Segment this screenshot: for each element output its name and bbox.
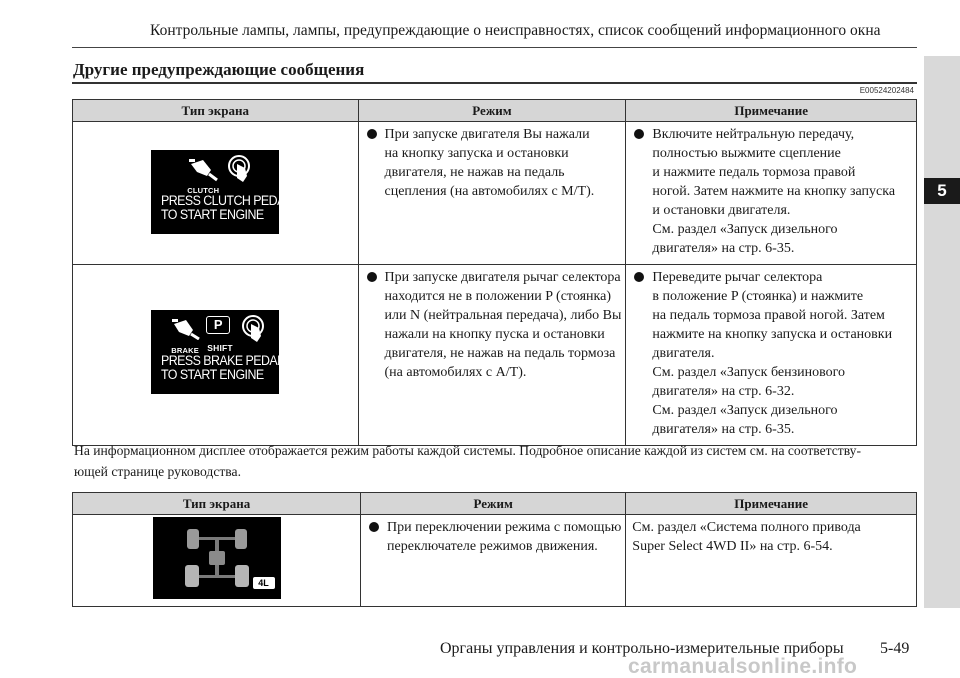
4l-badge: 4L [253, 577, 275, 589]
text-line: См. раздел «Запуск бензинового [652, 365, 846, 380]
text-line: См. раздел «Запуск дизельного [652, 222, 838, 237]
note-cell [626, 122, 917, 265]
text-line: См. раздел «Система полного привода [632, 520, 861, 535]
shift-label: SHIFT [207, 343, 233, 353]
text-line: на кнопку запуска и остановки [384, 146, 569, 161]
screen-cell [73, 515, 361, 607]
table-row [73, 515, 917, 607]
display-screen-brake [151, 310, 284, 394]
brake-label: BRAKE [171, 346, 199, 355]
column-header-note: Примечание [626, 100, 917, 122]
push-button-icon [239, 314, 267, 344]
column-header-screen: Тип экрана [73, 493, 361, 515]
text-line: полностью выжмите сцепление [652, 146, 841, 161]
mode-cell [358, 122, 626, 265]
text-line: и нажмите педаль тормоза правой [652, 165, 856, 180]
text-line: сцепления (на автомобилях с M/T). [384, 184, 595, 199]
text-line: двигателя, не нажав на педаль [384, 165, 565, 180]
screen-cell [73, 265, 359, 446]
section-divider [72, 82, 917, 84]
text-line: или N (нейтральная передача), либо Вы [384, 308, 622, 323]
mode-cell [358, 265, 626, 446]
clutch-label: CLUTCH [187, 185, 220, 195]
screen-message-line-1: PRESS CLUTCH PEDAL [161, 192, 292, 208]
column-header-screen: Тип экрана [73, 100, 359, 122]
text-line: находится не в положении P (стоянка) [384, 289, 611, 304]
page-number: 5-49 [880, 640, 910, 657]
note-text [632, 518, 912, 556]
text-line: переключателе режимов движения. [387, 539, 598, 554]
foot-pedal-icon [187, 156, 219, 182]
text-line: (на автомобилях с A/T). [384, 365, 527, 380]
text-line: в положение P (стоянка) и нажмите [652, 289, 864, 304]
page-header-title: Контрольные лампы, лампы, предупреждающие о неисправностях, список сообщений информационного окна [150, 22, 881, 39]
screen-message-line-2: TO START ENGINE [161, 367, 264, 382]
text-line: и остановки двигателя. [652, 203, 791, 218]
footer-chapter-title: Органы управления и контрольно-измерительные приборы [440, 640, 844, 657]
drive-mode-table [72, 492, 917, 607]
text-line: нажмите на кнопку запуска и остановки [652, 327, 893, 342]
text-line: Переведите рычаг селектора [652, 270, 823, 285]
text-line: При запуске двигателя Вы нажали [384, 127, 590, 142]
note-text [632, 268, 912, 439]
push-button-icon [225, 154, 253, 184]
watermark: carmanualsonline.info [628, 655, 858, 678]
warning-messages-table [72, 99, 917, 446]
display-screen-4wd [153, 517, 281, 599]
info-paragraph [74, 440, 918, 482]
table-header-row [73, 493, 917, 515]
text-line: ногой. Затем нажмите на кнопку запуска [652, 184, 896, 199]
table-header-row [73, 100, 917, 122]
chapter-number: 5 [924, 178, 960, 204]
note-cell [626, 515, 917, 607]
text-line: Super Select 4WD II» на стр. 6-54. [632, 539, 833, 554]
screen-message-line-2: TO START ENGINE [161, 206, 264, 222]
section-title: Другие предупреждающие сообщения [73, 60, 365, 79]
text-line: двигателя. [652, 346, 715, 361]
table-row [73, 265, 917, 446]
display-screen-clutch [151, 150, 292, 234]
chapter-side-tab [924, 56, 960, 608]
note-text [632, 125, 912, 258]
text-line: двигателя» на стр. 6-35. [652, 241, 795, 256]
table-row [73, 122, 917, 265]
foot-pedal-icon [171, 318, 201, 340]
document-code: E00524202484 [859, 86, 914, 95]
text-line: на педаль тормоза правой ногой. Затем [652, 308, 885, 323]
text-line: При переключении режима с помощью [387, 520, 622, 535]
gear-p-icon: P [206, 316, 230, 334]
text-line: См. раздел «Запуск дизельного [652, 403, 838, 418]
text-line: двигателя» на стр. 6-32. [652, 384, 795, 399]
column-header-mode: Режим [358, 100, 626, 122]
column-header-mode: Режим [361, 493, 626, 515]
header-divider [72, 47, 917, 48]
screen-cell [73, 122, 359, 265]
column-header-note: Примечание [626, 493, 917, 515]
text-line: двигателя» на стр. 6-35. [652, 422, 795, 437]
text-line: нажали на кнопку пуска и остановки [384, 327, 605, 342]
text-line: При запуске двигателя рычаг селектора [384, 270, 621, 285]
mode-text [367, 518, 621, 556]
paragraph-line: На информационном дисплее отображается режим работы каждой системы. Подробное описание каждой из систем см. на соответству- [74, 443, 861, 458]
mode-cell [361, 515, 626, 607]
mode-text [365, 268, 622, 382]
text-line: Включите нейтральную передачу, [652, 127, 855, 142]
4wd-drivetrain-icon [179, 525, 255, 591]
mode-text [365, 125, 622, 201]
text-line: двигателя, не нажав на педаль тормоза [384, 346, 616, 361]
paragraph-line: ющей странице руководства. [74, 464, 241, 479]
note-cell [626, 265, 917, 446]
screen-message-line-1: PRESS BRAKE PEDAL [161, 353, 284, 368]
